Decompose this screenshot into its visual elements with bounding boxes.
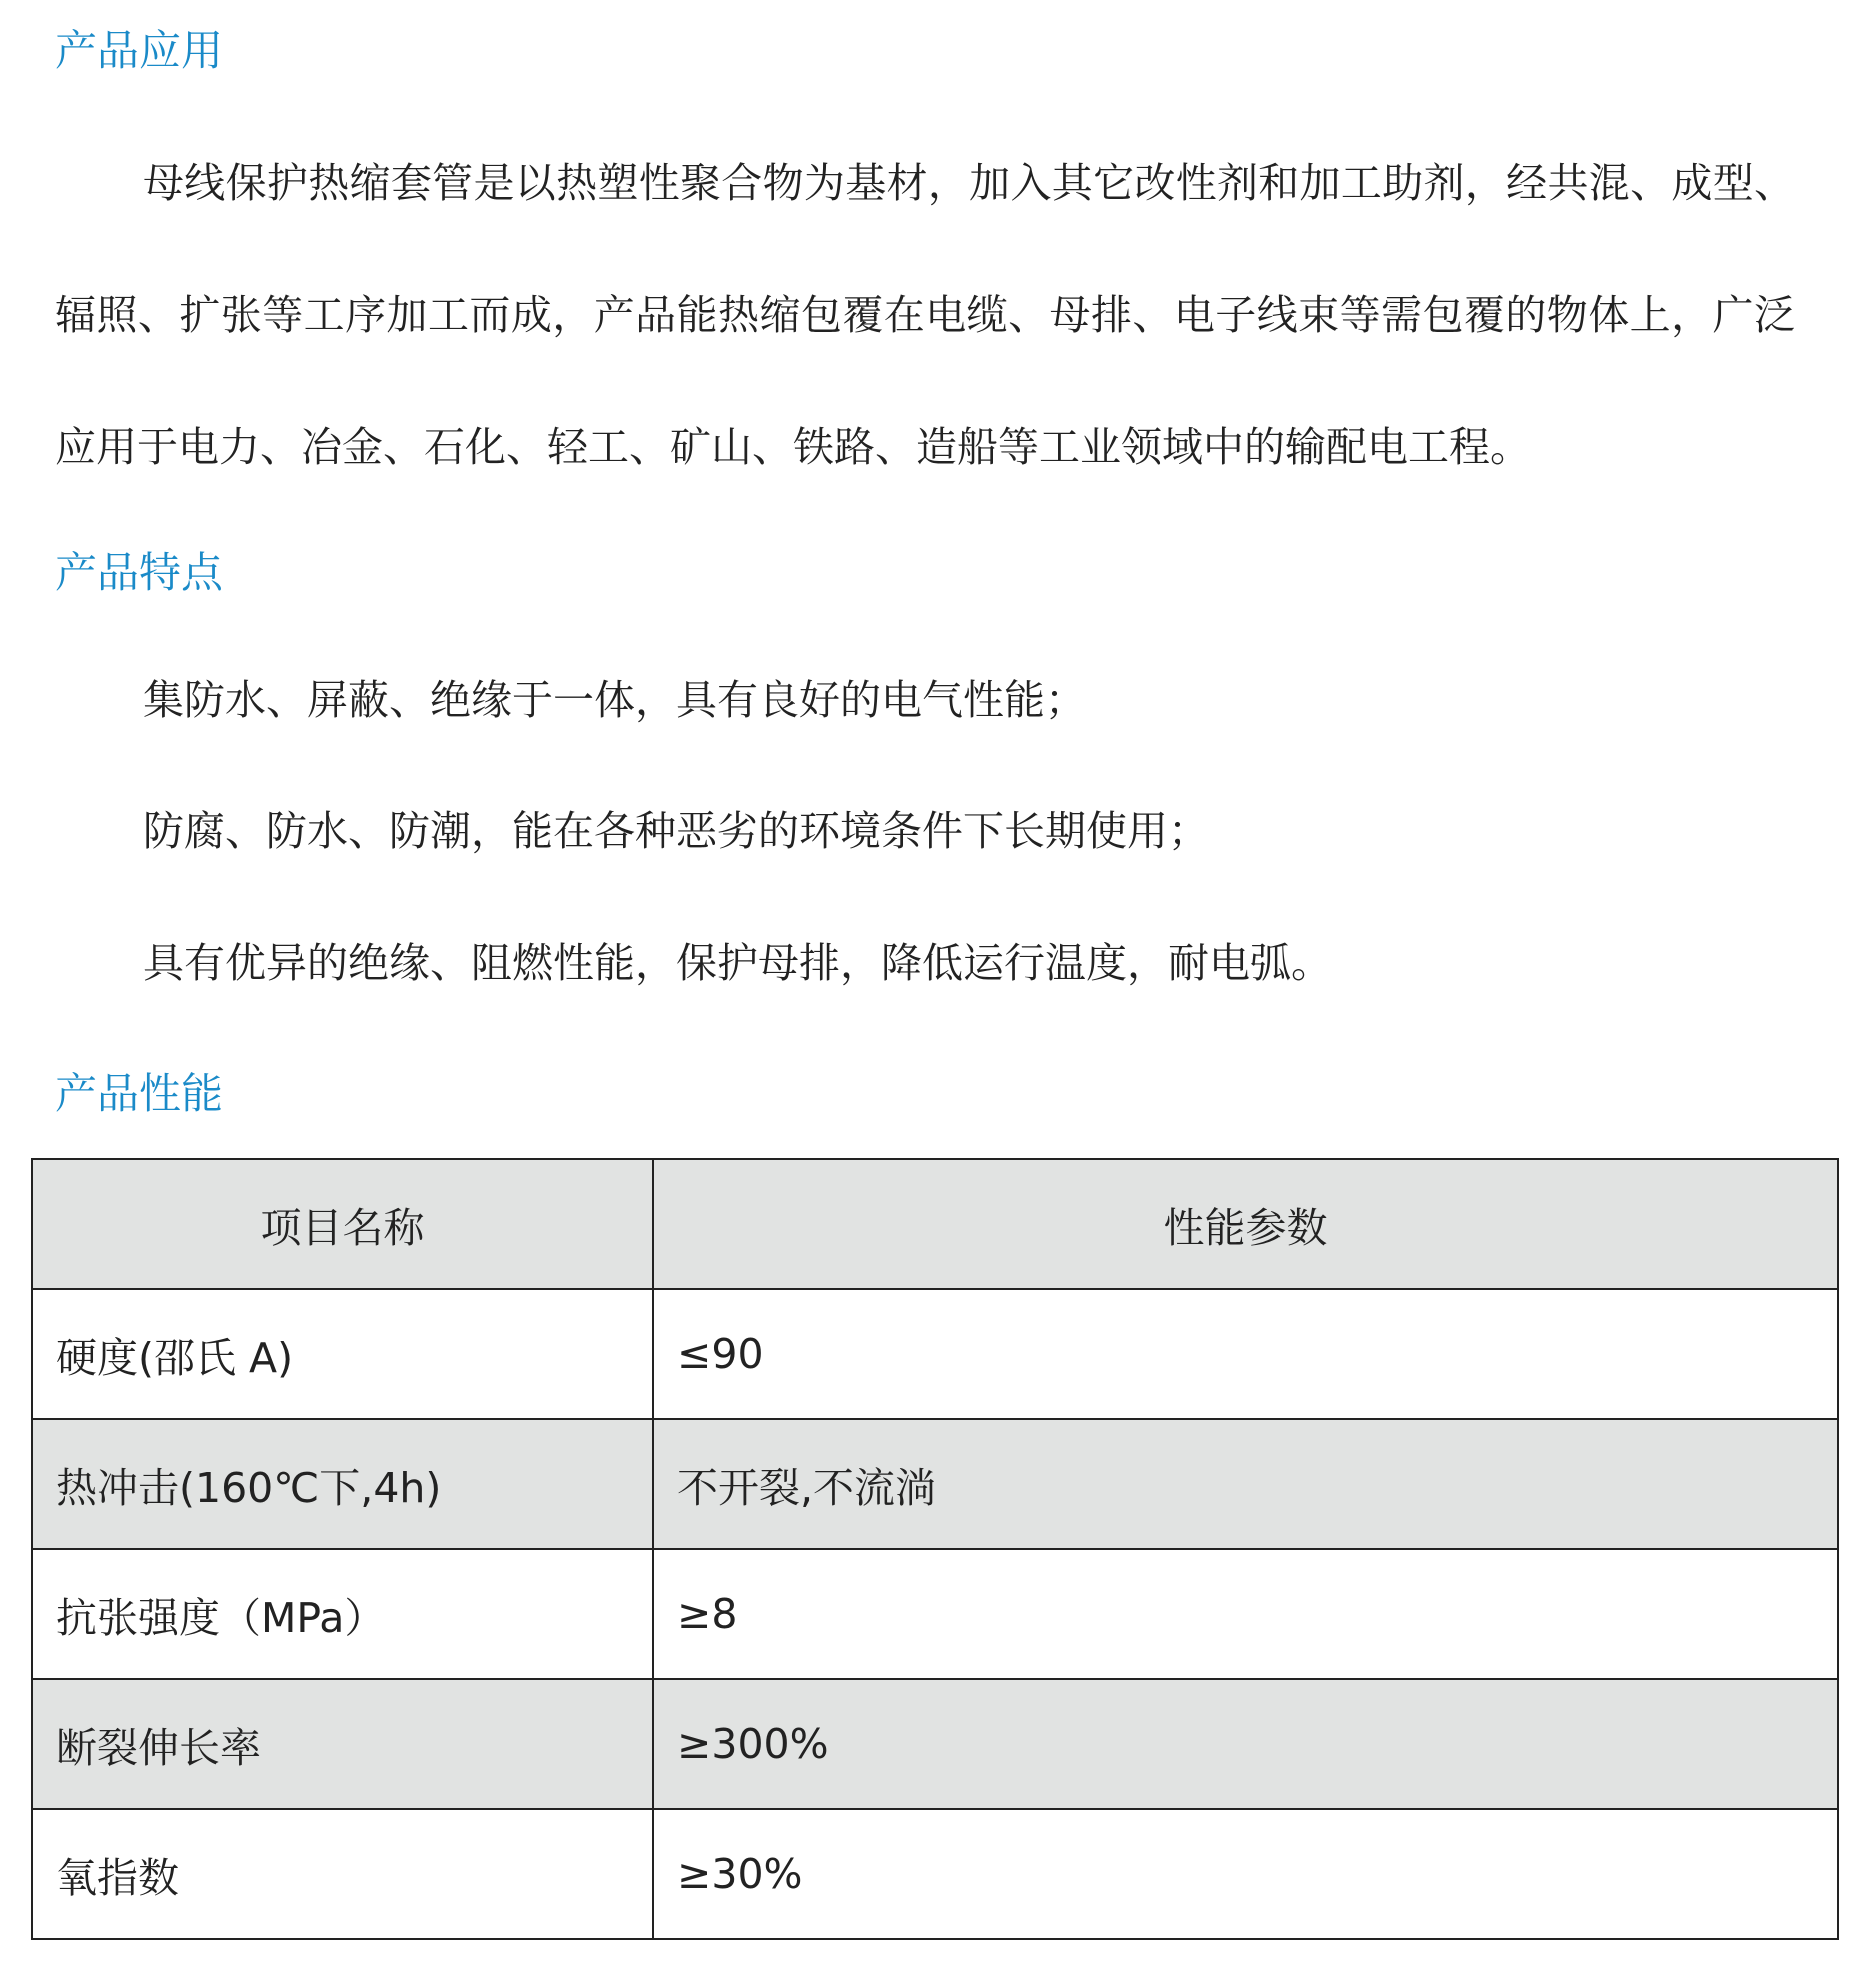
application-paragraph: 母线保护热缩套管是以热塑性聚合物为基材，加入其它改性剂和加工助剂，经共混、成型、辐照、扩张等工序加工而成，产品能热缩包覆在电缆、母排、电子线束等需包覆的物体上，广泛应用于电力、冶金、石化、轻工、矿山、铁路、造船等工业领域中的输配电工程。: [55, 159, 1795, 471]
table-cell-item: 抗张强度（MPa）: [32, 1549, 653, 1679]
feature-item: 集防水、屏蔽、绝缘于一体，具有良好的电气性能；: [143, 676, 1086, 724]
table-cell-value: ≥8: [653, 1549, 1838, 1679]
table-header-row: [32, 1159, 1838, 1289]
section-heading-features: 产品特点: [55, 548, 224, 597]
table-cell-value: ≥30%: [653, 1809, 1838, 1939]
table-row: [32, 1289, 1838, 1419]
section-heading-application: 产品应用: [55, 26, 224, 75]
table-row: [32, 1809, 1838, 1939]
table-cell-value: 不开裂,不流淌: [653, 1419, 1838, 1549]
column-header-performance-value: 性能参数: [653, 1159, 1838, 1289]
table-row: [32, 1419, 1838, 1549]
table-row: [32, 1549, 1838, 1679]
performance-table: [31, 1158, 1839, 1940]
table-cell-item: 硬度(邵氏 A): [32, 1289, 653, 1419]
table-cell-value: ≥300%: [653, 1679, 1838, 1809]
table-row: [32, 1679, 1838, 1809]
table-cell-item: 热冲击(160℃下,4h): [32, 1419, 653, 1549]
table-cell-item: 断裂伸长率: [32, 1679, 653, 1809]
feature-item: 防腐、防水、防潮，能在各种恶劣的环境条件下长期使用；: [143, 807, 1209, 855]
column-header-item-name: 项目名称: [32, 1159, 653, 1289]
feature-item: 具有优异的绝缘、阻燃性能，保护母排，降低运行温度，耐电弧。: [143, 939, 1332, 987]
table-cell-value: ≤90: [653, 1289, 1838, 1419]
table-cell-item: 氧指数: [32, 1809, 653, 1939]
section-heading-performance: 产品性能: [55, 1069, 224, 1118]
